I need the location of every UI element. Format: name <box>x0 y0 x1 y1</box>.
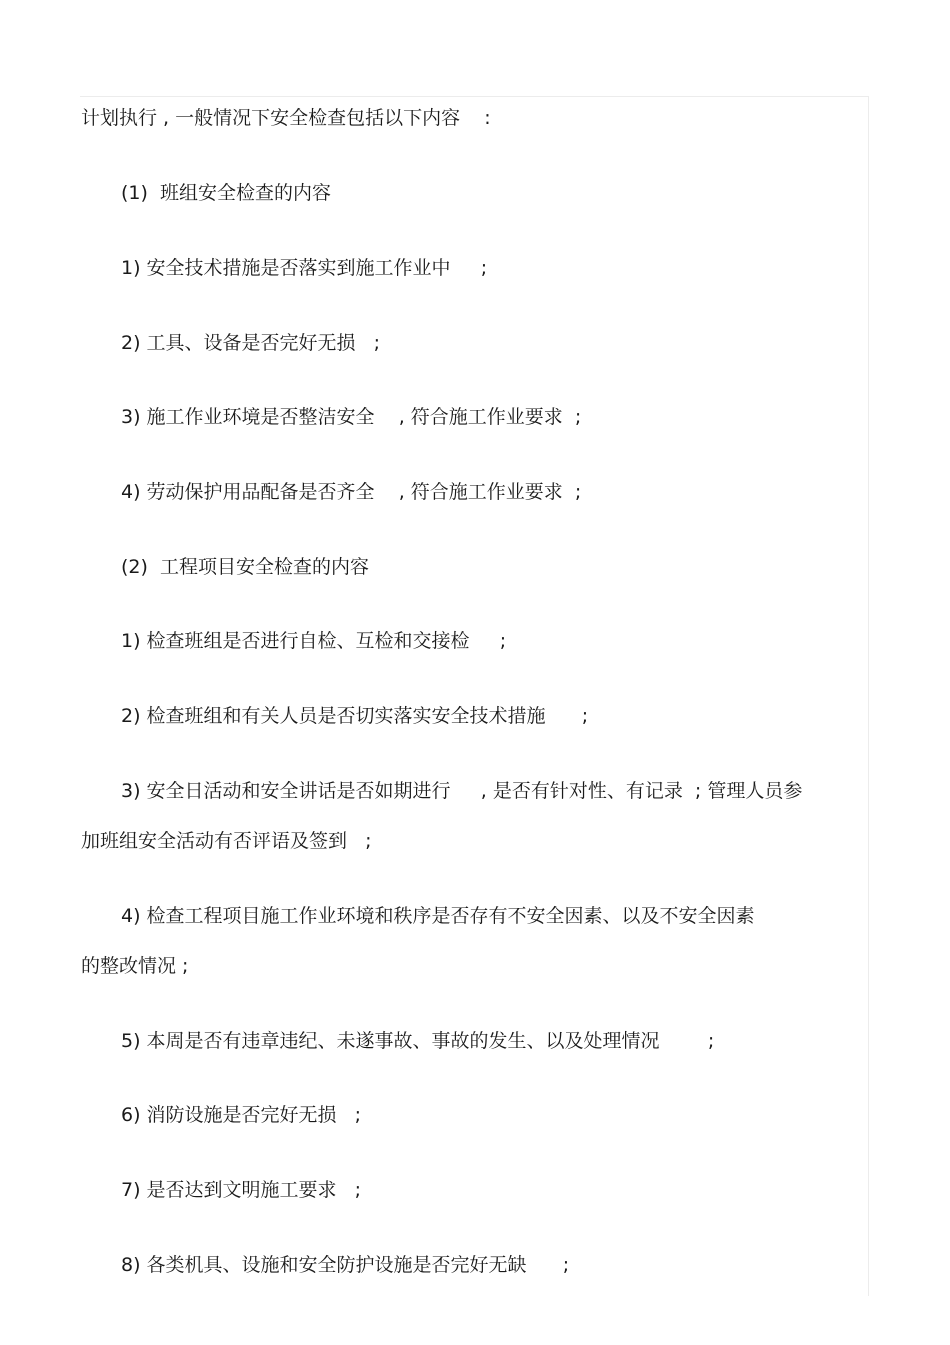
list-item-project-3-line-1: 3) 安全日活动和安全讲话是否如期进行 , 是否有针对性、有记录 ; 管理人员参 <box>121 780 803 802</box>
list-item-team-2: 2) 工具、设备是否完好无损 ; <box>121 332 381 354</box>
list-item-team-1: 1) 安全技术措施是否落实到施工作业中 ; <box>121 257 488 279</box>
list-item-project-6: 6) 消防设施是否完好无损 ; <box>121 1104 362 1126</box>
list-item-project-4-line-1: 4) 检查工程项目施工作业环境和秩序是否存有不安全因素、以及不安全因素 <box>121 905 755 927</box>
list-item-project-4-line-2: 的整改情况 ; <box>81 955 189 977</box>
paragraph-intro: 计划执行 , 一般情况下安全检查包括以下内容 : <box>81 107 491 129</box>
list-item-project-1: 1) 检查班组是否进行自检、互检和交接检 ; <box>121 630 507 652</box>
list-item-team-3: 3) 施工作业环境是否整洁安全 , 符合施工作业要求 ; <box>121 406 582 428</box>
list-item-project-2: 2) 检查班组和有关人员是否切实落实安全技术措施 ; <box>121 705 589 727</box>
list-item-project-3-line-2: 加班组安全活动有否评语及签到 ; <box>81 830 372 852</box>
heading-team-inspection: (1) 班组安全检查的内容 <box>121 182 331 204</box>
list-item-team-4: 4) 劳动保护用品配备是否齐全 , 符合施工作业要求 ; <box>121 481 582 503</box>
list-item-project-8: 8) 各类机具、设施和安全防护设施是否完好无缺 ; <box>121 1254 570 1276</box>
list-item-project-5: 5) 本周是否有违章违纪、未遂事故、事故的发生、以及处理情况 ; <box>121 1030 715 1052</box>
heading-project-inspection: (2) 工程项目安全检查的内容 <box>121 556 369 578</box>
list-item-project-7: 7) 是否达到文明施工要求 ; <box>121 1179 362 1201</box>
